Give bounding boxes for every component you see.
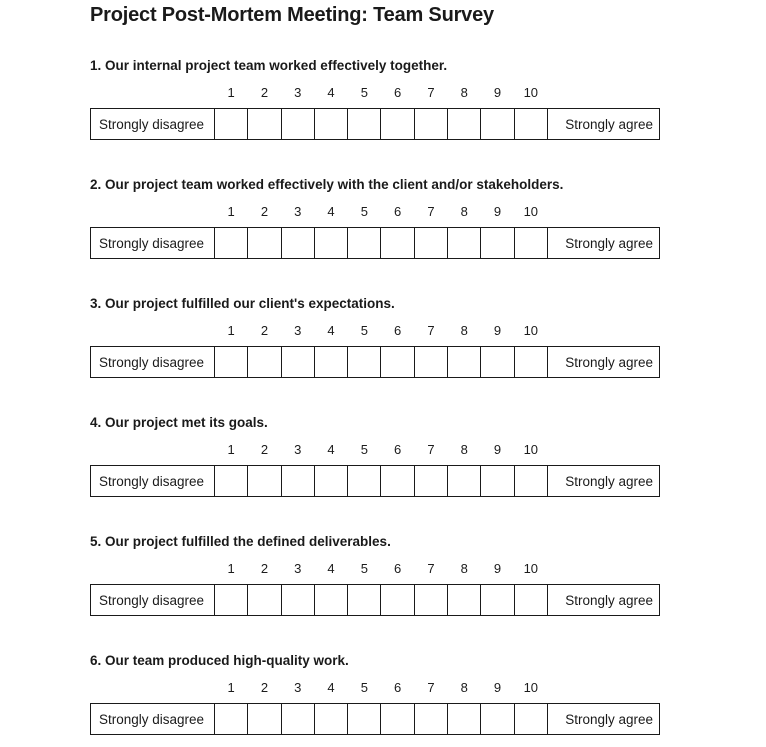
rating-cell[interactable] xyxy=(347,347,380,377)
scale-number: 8 xyxy=(460,204,468,219)
scale-number: 1 xyxy=(227,204,235,219)
scale-numbers-spacer xyxy=(90,204,215,220)
rating-cell[interactable] xyxy=(347,109,380,139)
rating-cell[interactable] xyxy=(214,228,247,258)
scale-number: 3 xyxy=(294,442,302,457)
rating-cell[interactable] xyxy=(347,704,380,734)
scale-number: 7 xyxy=(427,85,435,100)
rating-scale-table xyxy=(90,108,660,140)
rating-cell[interactable] xyxy=(281,585,314,615)
min-label-cell: Strongly disagree xyxy=(91,347,214,377)
rating-scale-table xyxy=(90,227,660,259)
scale-numbers-spacer xyxy=(90,680,215,696)
rating-cell[interactable] xyxy=(447,109,480,139)
rating-cell[interactable] xyxy=(447,466,480,496)
scale-number: 10 xyxy=(523,680,539,695)
scale-number: 7 xyxy=(427,204,435,219)
scale-number: 5 xyxy=(360,442,368,457)
rating-cell[interactable] xyxy=(514,347,547,377)
scale-number: 3 xyxy=(294,323,302,338)
rating-cell[interactable] xyxy=(447,228,480,258)
rating-cell[interactable] xyxy=(214,466,247,496)
scale-number: 5 xyxy=(360,85,368,100)
scale-numbers-spacer xyxy=(90,561,215,577)
min-label-cell: Strongly disagree xyxy=(91,704,214,734)
question-label: 5. Our project fulfilled the defined deliverables. xyxy=(90,534,391,549)
scale-numbers-row xyxy=(90,561,660,577)
max-label-cell: Strongly agree xyxy=(547,585,659,615)
scale-number: 10 xyxy=(523,204,539,219)
scale-number: 3 xyxy=(294,680,302,695)
scale-number: 6 xyxy=(394,204,402,219)
rating-scale-table xyxy=(90,465,660,497)
scale-number: 6 xyxy=(394,323,402,338)
rating-cell[interactable] xyxy=(414,228,447,258)
scale-number: 8 xyxy=(460,442,468,457)
scale-number: 4 xyxy=(327,85,335,100)
question-block-3 xyxy=(90,296,660,378)
scale-number: 1 xyxy=(227,680,235,695)
scale-number: 5 xyxy=(360,323,368,338)
rating-cell[interactable] xyxy=(480,347,513,377)
question-label: 1. Our internal project team worked effectively together. xyxy=(90,58,448,73)
rating-scale-table xyxy=(90,703,660,735)
rating-cell[interactable] xyxy=(514,109,547,139)
rating-cell[interactable] xyxy=(214,704,247,734)
scale-number: 4 xyxy=(327,323,335,338)
question-block-1 xyxy=(90,58,660,140)
question-label: 3. Our project fulfilled our client's expectations. xyxy=(90,296,395,311)
scale-number: 10 xyxy=(523,442,539,457)
scale-number: 4 xyxy=(327,442,335,457)
scale-number: 3 xyxy=(294,204,302,219)
rating-cell[interactable] xyxy=(514,466,547,496)
rating-cell[interactable] xyxy=(480,466,513,496)
scale-numbers-spacer xyxy=(90,85,215,101)
scale-number: 10 xyxy=(523,561,539,576)
scale-number: 2 xyxy=(260,442,269,457)
rating-cell[interactable] xyxy=(214,109,247,139)
rating-cell[interactable] xyxy=(380,347,413,377)
scale-number: 4 xyxy=(327,204,335,219)
rating-cell[interactable] xyxy=(247,347,280,377)
rating-cell[interactable] xyxy=(247,585,280,615)
scale-numbers-spacer xyxy=(90,323,215,339)
scale-number: 2 xyxy=(260,204,269,219)
scale-number: 2 xyxy=(260,561,269,576)
scale-number: 9 xyxy=(493,442,502,457)
rating-cell[interactable] xyxy=(447,704,480,734)
scale-number: 1 xyxy=(227,85,235,100)
rating-cell[interactable] xyxy=(380,228,413,258)
scale-number: 4 xyxy=(327,680,335,695)
rating-cell[interactable] xyxy=(414,704,447,734)
scale-number: 8 xyxy=(460,561,468,576)
rating-cell[interactable] xyxy=(514,585,547,615)
scale-number: 8 xyxy=(460,680,468,695)
scale-number: 5 xyxy=(360,561,368,576)
rating-cell[interactable] xyxy=(380,704,413,734)
scale-numbers-row xyxy=(90,204,660,220)
rating-scale-table xyxy=(90,584,660,616)
scale-number: 2 xyxy=(260,323,269,338)
question-block-4 xyxy=(90,415,660,497)
rating-cell[interactable] xyxy=(314,466,347,496)
rating-cell[interactable] xyxy=(347,585,380,615)
scale-number: 9 xyxy=(493,204,502,219)
rating-cell[interactable] xyxy=(247,228,280,258)
min-label-cell: Strongly disagree xyxy=(91,109,214,139)
scale-numbers-row xyxy=(90,442,660,458)
rating-cell[interactable] xyxy=(414,347,447,377)
rating-cell[interactable] xyxy=(281,347,314,377)
rating-cell[interactable] xyxy=(380,109,413,139)
scale-number: 6 xyxy=(394,442,402,457)
scale-number: 8 xyxy=(460,85,468,100)
scale-numbers-spacer xyxy=(90,442,215,458)
scale-number: 6 xyxy=(394,561,402,576)
scale-number: 7 xyxy=(427,323,435,338)
scale-number: 7 xyxy=(427,561,435,576)
scale-number: 10 xyxy=(523,323,539,338)
scale-number: 1 xyxy=(227,561,235,576)
rating-cell[interactable] xyxy=(514,228,547,258)
scale-number: 10 xyxy=(523,85,539,100)
scale-number: 1 xyxy=(227,323,235,338)
max-label-cell: Strongly agree xyxy=(547,109,659,139)
max-label-cell: Strongly agree xyxy=(547,228,659,258)
rating-cell[interactable] xyxy=(480,704,513,734)
max-label-cell: Strongly agree xyxy=(547,466,659,496)
scale-number: 2 xyxy=(260,680,269,695)
question-label: 6. Our team produced high-quality work. xyxy=(90,653,349,668)
scale-number: 6 xyxy=(394,680,402,695)
rating-cell[interactable] xyxy=(447,585,480,615)
scale-number: 7 xyxy=(427,680,435,695)
scale-numbers-row xyxy=(90,680,660,696)
rating-cell[interactable] xyxy=(214,585,247,615)
scale-number: 9 xyxy=(493,680,502,695)
rating-cell[interactable] xyxy=(281,109,314,139)
rating-cell[interactable] xyxy=(447,347,480,377)
max-label-cell: Strongly agree xyxy=(547,704,659,734)
question-block-5 xyxy=(90,534,660,616)
rating-cell[interactable] xyxy=(480,109,513,139)
rating-cell[interactable] xyxy=(247,466,280,496)
rating-cell[interactable] xyxy=(247,704,280,734)
scale-number: 9 xyxy=(493,323,502,338)
scale-numbers-row xyxy=(90,323,660,339)
scale-number: 9 xyxy=(493,561,502,576)
rating-cell[interactable] xyxy=(281,228,314,258)
rating-cell[interactable] xyxy=(514,704,547,734)
page-title: Project Post-Mortem Meeting: Team Survey xyxy=(90,4,494,26)
question-block-2 xyxy=(90,177,660,259)
scale-number: 5 xyxy=(360,204,368,219)
rating-cell[interactable] xyxy=(414,466,447,496)
scale-number: 4 xyxy=(327,561,335,576)
scale-number: 6 xyxy=(394,85,402,100)
scale-number: 3 xyxy=(294,561,302,576)
rating-cell[interactable] xyxy=(414,109,447,139)
rating-cell[interactable] xyxy=(281,466,314,496)
rating-cell[interactable] xyxy=(347,466,380,496)
min-label-cell: Strongly disagree xyxy=(91,228,214,258)
scale-number: 9 xyxy=(493,85,502,100)
scale-number: 2 xyxy=(260,85,269,100)
rating-cell[interactable] xyxy=(314,704,347,734)
question-label: 2. Our project team worked effectively with the client and/or stakeholders. xyxy=(90,177,564,192)
rating-cell[interactable] xyxy=(247,109,280,139)
rating-cell[interactable] xyxy=(480,228,513,258)
rating-scale-table xyxy=(90,346,660,378)
rating-cell[interactable] xyxy=(314,109,347,139)
rating-cell[interactable] xyxy=(380,585,413,615)
scale-numbers-row xyxy=(90,85,660,101)
scale-number: 3 xyxy=(294,85,302,100)
scale-number: 5 xyxy=(360,680,368,695)
min-label-cell: Strongly disagree xyxy=(91,466,214,496)
scale-number: 7 xyxy=(427,442,435,457)
rating-cell[interactable] xyxy=(347,228,380,258)
scale-number: 8 xyxy=(460,323,468,338)
max-label-cell: Strongly agree xyxy=(547,347,659,377)
min-label-cell: Strongly disagree xyxy=(91,585,214,615)
rating-cell[interactable] xyxy=(380,466,413,496)
rating-cell[interactable] xyxy=(414,585,447,615)
question-block-6 xyxy=(90,653,660,735)
question-label: 4. Our project met its goals. xyxy=(90,415,268,430)
rating-cell[interactable] xyxy=(314,585,347,615)
rating-cell[interactable] xyxy=(480,585,513,615)
scale-number: 1 xyxy=(227,442,235,457)
rating-cell[interactable] xyxy=(314,228,347,258)
rating-cell[interactable] xyxy=(214,347,247,377)
rating-cell[interactable] xyxy=(281,704,314,734)
rating-cell[interactable] xyxy=(314,347,347,377)
